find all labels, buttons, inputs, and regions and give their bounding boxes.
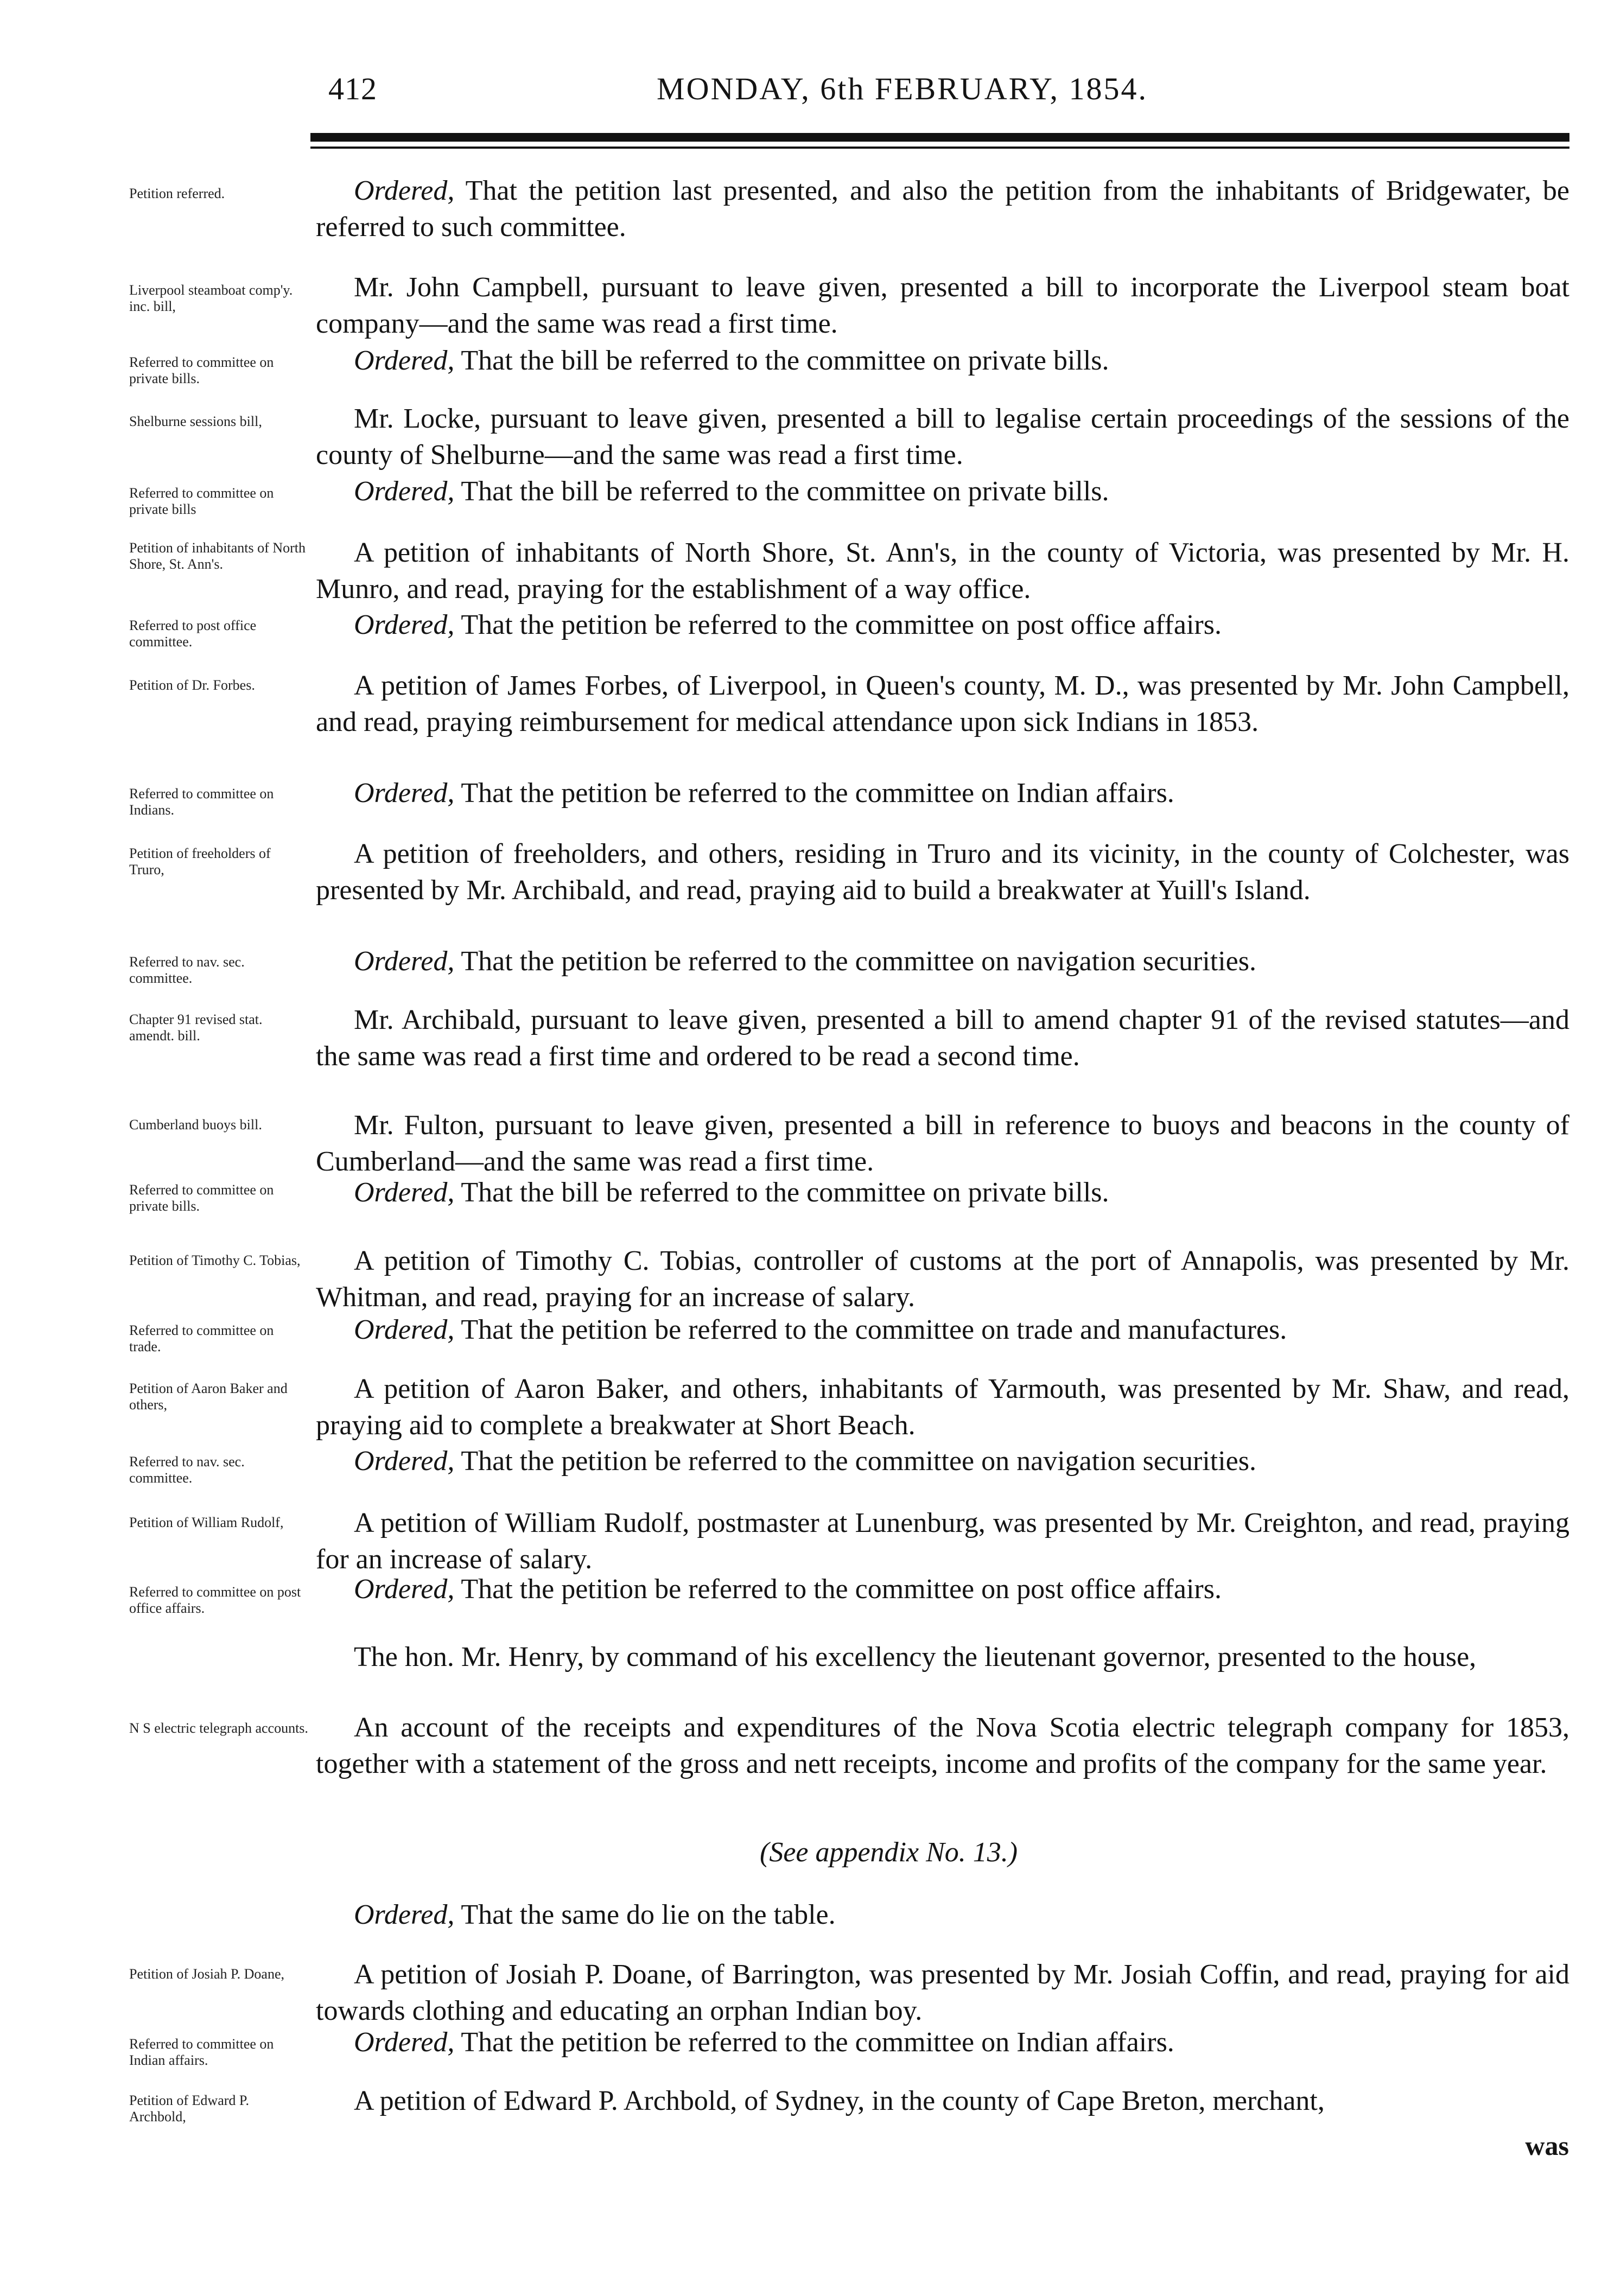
paragraph-text: That the same do lie on the table. (454, 1899, 836, 1930)
paragraph (316, 1639, 1569, 1675)
paragraph (316, 535, 1569, 607)
paragraph-text: A petition of James Forbes, of Liverpool, in Queen's county, M. D., was presented by Mr. John Campbell, and read, praying reimbursement for medical attendance upon sick Indians in 1853. (316, 670, 1569, 737)
margin-note: Cumberland buoys bill. (129, 1117, 262, 1133)
ordered-label: Ordered, (354, 609, 455, 640)
paragraph (316, 269, 1569, 342)
paragraph-text: A petition of Edward P. Archbold, of Sydney, in the county of Cape Breton, merchant, (354, 2085, 1325, 2116)
paragraph (316, 607, 1569, 643)
paragraph-text: Mr. Fulton, pursuant to leave given, presented a bill in reference to buoys and beacons in the county of Cumberland—and the same was read a first time. (316, 1110, 1569, 1177)
paragraph (316, 1243, 1569, 1315)
paragraph-text: That the petition be referred to the committee on navigation securities. (454, 946, 1256, 977)
margin-note: Petition of Dr. Forbes. (129, 677, 255, 693)
paragraph (316, 2024, 1569, 2060)
paragraph-text: That the petition be referred to the committee on post office affairs. (454, 609, 1222, 640)
header-rule-thick (310, 133, 1569, 142)
paragraph-text: That the petition be referred to the committee on navigation securities. (454, 1446, 1256, 1477)
paragraph-text: A petition of Aaron Baker, and others, inhabitants of Yarmouth, was presented by Mr. Shaw, and read, praying aid to complete a breakwater at Short Beach. (316, 1373, 1569, 1441)
margin-note: Petition of William Rudolf, (129, 1515, 284, 1530)
ordered-label: Ordered, (354, 1574, 455, 1605)
ordered-label: Ordered, (354, 1446, 455, 1477)
paragraph (316, 1174, 1569, 1211)
paragraph-text: Mr. Archibald, pursuant to leave given, presented a bill to amend chapter 91 of the revised statutes—and the same was read a first time and ordered to be read a second time. (316, 1004, 1569, 1072)
paragraph (316, 400, 1569, 473)
paragraph-text: That the petition be referred to the committee on post office affairs. (454, 1574, 1222, 1605)
page-number: 412 (328, 71, 377, 106)
paragraph (316, 667, 1569, 740)
paragraph-text: That the bill be referred to the committee on private bills. (454, 1177, 1109, 1208)
margin-note: N S electric telegraph accounts. (129, 1720, 308, 1736)
paragraph-text: A petition of Timothy C. Tobias, controller of customs at the port of Annapolis, was presented by Mr. Whitman, and read, praying for an increase of salary. (316, 1245, 1569, 1313)
margin-note: Referred to nav. sec. committee. (129, 1454, 245, 1486)
paragraph (316, 1002, 1569, 1074)
margin-note: Petition referred. (129, 186, 225, 201)
paragraph (316, 1709, 1569, 1782)
catchword: was (1525, 2130, 1569, 2161)
paragraph (316, 1371, 1569, 1443)
paragraph (316, 173, 1569, 245)
margin-note: Liverpool steamboat comp'y. inc. bill, (129, 282, 293, 314)
margin-note: Petition of Timothy C. Tobias, (129, 1252, 301, 1268)
margin-note: Referred to committee on Indian affairs. (129, 2036, 274, 2068)
running-head: MONDAY, 6th FEBRUARY, 1854. (657, 71, 1148, 106)
paragraph-text: That the petition be referred to the committee on Indian affairs. (454, 2027, 1174, 2058)
ordered-label: Ordered, (354, 476, 455, 507)
margin-note: Shelburne sessions bill, (129, 414, 262, 429)
paragraph (316, 1571, 1569, 1607)
paragraph-text: Mr. John Campbell, pursuant to leave given, presented a bill to incorporate the Liverpool steam boat company—and the same was read a first time. (316, 272, 1569, 339)
paragraph (316, 342, 1569, 379)
paragraph (316, 1312, 1569, 1348)
paragraph-text: That the petition last presented, and also the petition from the inhabitants of Bridgewater, be referred to such committee. (316, 175, 1569, 243)
paragraph-text: That the petition be referred to the committee on Indian affairs. (454, 778, 1174, 809)
paragraph-text: That the bill be referred to the committee on private bills. (454, 476, 1109, 507)
appendix-reference: (See appendix No. 13.) (760, 1837, 1018, 1868)
paragraph-text: Mr. Locke, pursuant to leave given, presented a bill to legalise certain proceedings of the sessions of the county of Shelburne—and the same was read a first time. (316, 403, 1569, 470)
ordered-label: Ordered, (354, 175, 455, 206)
margin-note: Referred to committee on post office affairs. (129, 1584, 301, 1616)
paragraph-text: The hon. Mr. Henry, by command of his excellency the lieutenant governor, presented to the house, (354, 1642, 1477, 1672)
margin-note: Referred to committee on Indians. (129, 786, 274, 818)
margin-note: Referred to committee on private bills (129, 485, 274, 517)
ordered-label: Ordered, (354, 1899, 455, 1930)
paragraph (316, 1443, 1569, 1479)
paragraph-text: A petition of Josiah P. Doane, of Barrington, was presented by Mr. Josiah Coffin, and read, praying for aid towards clothing and educating an orphan Indian boy. (316, 1959, 1569, 2026)
margin-note: Petition of inhabitants of North Shore, St. Ann's. (129, 540, 306, 572)
paragraph (316, 943, 1569, 980)
paragraph (316, 1107, 1569, 1180)
paragraph (316, 2083, 1569, 2119)
ordered-label: Ordered, (354, 1177, 455, 1208)
ordered-label: Ordered, (354, 2027, 455, 2058)
margin-note: Petition of Edward P. Archbold, (129, 2093, 249, 2125)
margin-note: Petition of Josiah P. Doane, (129, 1966, 284, 1982)
paragraph-text: A petition of William Rudolf, postmaster at Lunenburg, was presented by Mr. Creighton, and read, praying for an increase of salary. (316, 1508, 1569, 1575)
paragraph (316, 1897, 1569, 1933)
paragraph (316, 1956, 1569, 2029)
ordered-label: Ordered, (354, 778, 455, 809)
margin-note: Chapter 91 revised stat. amendt. bill. (129, 1012, 263, 1044)
paragraph-text: That the bill be referred to the committee on private bills. (454, 345, 1109, 376)
margin-note: Referred to post office committee. (129, 618, 257, 650)
header-rule-thin (310, 147, 1569, 149)
paragraph (316, 473, 1569, 510)
margin-note: Petition of Aaron Baker and others, (129, 1381, 288, 1413)
paragraph-text: An account of the receipts and expenditures of the Nova Scotia electric telegraph company for 1853, together with a statement of the gross and nett receipts, income and profits of the company for the same year. (316, 1712, 1569, 1779)
margin-note: Petition of freeholders of Truro, (129, 845, 271, 877)
paragraph (316, 1505, 1569, 1578)
paragraph-text: That the petition be referred to the committee on trade and manufactures. (454, 1314, 1287, 1345)
margin-note: Referred to committee on private bills. (129, 354, 274, 386)
margin-note: Referred to committee on private bills. (129, 1182, 274, 1214)
ordered-label: Ordered, (354, 1314, 455, 1345)
paragraph (316, 836, 1569, 908)
paragraph-text: A petition of freeholders, and others, residing in Truro and its vicinity, in the county of Colchester, was presented by Mr. Archibald, and read, praying aid to build a breakwater at Yuill's Island. (316, 838, 1569, 906)
margin-note: Referred to nav. sec. committee. (129, 954, 245, 986)
ordered-label: Ordered, (354, 345, 455, 376)
ordered-label: Ordered, (354, 946, 455, 977)
margin-note: Referred to committee on trade. (129, 1322, 274, 1354)
paragraph (316, 775, 1569, 811)
paragraph-text: A petition of inhabitants of North Shore, St. Ann's, in the county of Victoria, was presented by Mr. H. Munro, and read, praying for the establishment of a way office. (316, 537, 1569, 605)
